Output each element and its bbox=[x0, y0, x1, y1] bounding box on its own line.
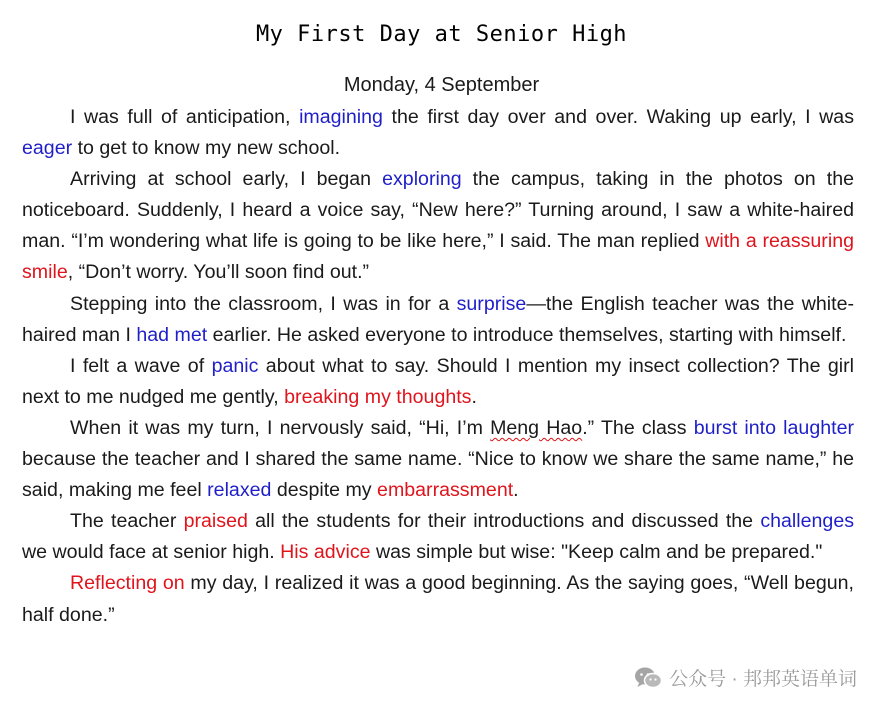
text-run: my day, I realized it was a good beginning. As the saying goes, “Well begun, half done.” bbox=[22, 572, 854, 626]
document-date: Monday, 4 September bbox=[343, 74, 540, 96]
highlight-blue: challenges bbox=[760, 510, 855, 533]
text-run: The teacher bbox=[70, 510, 184, 533]
essay-paragraph bbox=[22, 102, 854, 164]
highlight-red: Reflecting on bbox=[70, 572, 185, 595]
essay-body bbox=[22, 102, 854, 631]
essay-paragraph bbox=[22, 506, 854, 568]
watermark bbox=[633, 664, 857, 691]
essay-paragraph bbox=[22, 413, 854, 506]
text-run: —the English teacher was the white-haired man I bbox=[22, 292, 854, 346]
essay-paragraph bbox=[22, 351, 854, 413]
highlight-red: embarrassment bbox=[377, 479, 514, 502]
highlight-blue: relaxed bbox=[207, 479, 272, 502]
text-run: about what to say. Should I mention my insect collection? The girl next to me nudged me gently, bbox=[22, 354, 855, 408]
text-run: the first day over and over. Waking up early, I was bbox=[382, 106, 854, 128]
spellcheck-flagged-word: Meng Hao bbox=[490, 416, 583, 439]
text-run: was simple but wise: "Keep calm and be prepared." bbox=[370, 541, 823, 564]
watermark-text: 公众号 · 邦邦英语单词 bbox=[669, 669, 857, 690]
text-run: When it was my turn, I nervously said, “Hi, I’m bbox=[70, 416, 491, 439]
highlight-blue: had met bbox=[136, 323, 208, 346]
text-run: I was full of anticipation, bbox=[70, 106, 300, 128]
essay-paragraph bbox=[22, 289, 854, 351]
text-run: despite my bbox=[271, 479, 378, 502]
highlight-blue: burst into laughter bbox=[693, 416, 854, 439]
text-run: Arriving at school early, I began bbox=[70, 168, 383, 191]
wechat-icon bbox=[633, 666, 663, 690]
highlight-blue: exploring bbox=[382, 168, 462, 191]
essay-paragraph bbox=[22, 164, 854, 288]
text-run: . bbox=[513, 479, 519, 502]
text-run: . bbox=[471, 385, 477, 408]
highlight-red: praised bbox=[183, 510, 248, 533]
document-title: My First Day at Senior High bbox=[255, 22, 628, 47]
text-run: because the teacher and I shared the same name. “Nice to know we share the same name,” he said, making me feel bbox=[22, 448, 854, 502]
highlight-red: with a reassuring smile bbox=[22, 230, 854, 284]
highlight-blue: eager bbox=[22, 137, 73, 160]
highlight-blue: imagining bbox=[299, 106, 383, 128]
text-run: to get to know my new school. bbox=[72, 137, 341, 160]
text-run: we would face at senior high. bbox=[22, 541, 281, 564]
text-run: Stepping into the classroom, I was in for a bbox=[70, 292, 457, 315]
text-run: .” The class bbox=[582, 416, 694, 439]
highlight-red: His advice bbox=[280, 541, 371, 564]
essay-paragraph bbox=[22, 568, 854, 630]
text-run: earlier. He asked everyone to introduce themselves, starting with himself. bbox=[207, 323, 847, 346]
highlight-blue: panic bbox=[211, 354, 259, 377]
highlight-blue: surprise bbox=[456, 292, 527, 315]
highlight-red: breaking my thoughts bbox=[284, 385, 472, 408]
text-run: , “Don’t worry. You’ll soon find out.” bbox=[67, 261, 370, 284]
text-run: I felt a wave of bbox=[70, 354, 212, 377]
text-run: all the students for their introductions and discussed the bbox=[247, 510, 761, 533]
text-run: the campus, taking in the photos on the noticeboard. Suddenly, I heard a voice say, “New here?” Turning around, I saw a white-haired man. “I’m wondering what life is going to be like here,” I said. The man replied bbox=[22, 168, 854, 253]
